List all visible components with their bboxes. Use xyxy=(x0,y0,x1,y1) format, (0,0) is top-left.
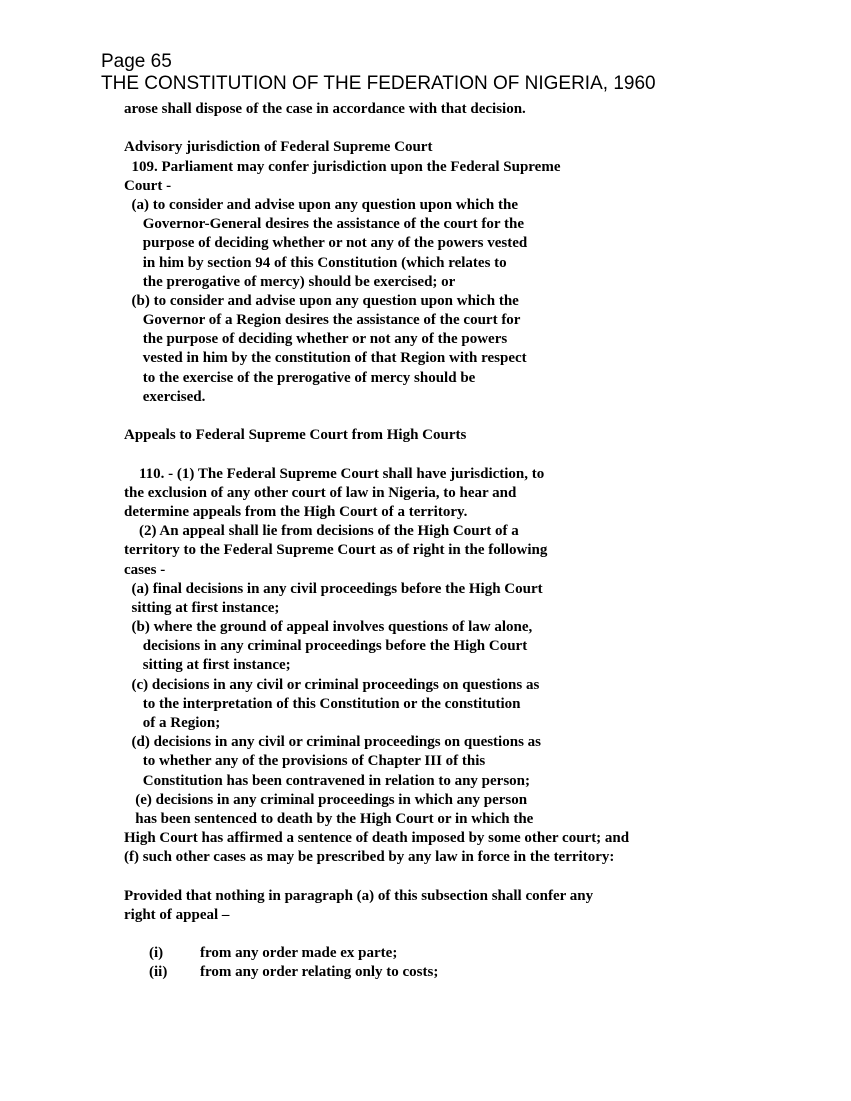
text-line: (a) to consider and advise upon any question upon which the xyxy=(124,196,518,213)
text-line: (e) decisions in any criminal proceedings in which any person xyxy=(124,791,528,808)
text-line: (c) decisions in any civil or criminal proceedings on questions as xyxy=(124,676,540,693)
text-line: sitting at first instance; xyxy=(124,657,291,674)
text-line: right of appeal – xyxy=(124,906,230,923)
text-line: (d) decisions in any civil or criminal proceedings on questions as xyxy=(124,734,541,751)
text-line: (f) such other cases as may be prescribed by any law in force in the territory: xyxy=(124,849,615,866)
text-line: (b) to consider and advise upon any question upon which the xyxy=(124,292,519,309)
proviso-item-number: (i) xyxy=(149,945,164,962)
text-line: exercised. xyxy=(124,388,206,405)
text-line: to the exercise of the prerogative of mercy should be xyxy=(124,369,476,386)
text-line: Court - xyxy=(124,177,172,194)
blank-line xyxy=(124,925,824,944)
text-line: decisions in any criminal proceedings before the High Court xyxy=(124,638,528,655)
blank-line xyxy=(124,445,824,464)
text-line: arose shall dispose of the case in accordance with that decision. xyxy=(124,101,526,117)
text-line: 109. Parliament may confer jurisdiction upon the Federal Supreme xyxy=(124,158,561,175)
text-line: Constitution has been contravened in relation to any person; xyxy=(124,772,530,789)
text-line: the purpose of deciding whether or not any of the powers xyxy=(124,331,508,348)
text-line: has been sentenced to death by the High Court or in which the xyxy=(124,810,534,827)
text-line: Appeals to Federal Supreme Court from High Courts xyxy=(124,427,467,444)
text-line: (b) where the ground of appeal involves questions of law alone, xyxy=(124,619,533,636)
text-line: the exclusion of any other court of law in Nigeria, to hear and xyxy=(124,484,517,501)
text-line: of a Region; xyxy=(124,715,221,731)
document-body xyxy=(124,100,824,983)
text-line: Governor-General desires the assistance of the court for the xyxy=(124,216,525,233)
text-line: to the interpretation of this Constitution or the constitution xyxy=(124,695,521,712)
text-line: purpose of deciding whether or not any of the powers vested xyxy=(124,235,528,252)
text-line: cases - xyxy=(124,561,166,578)
blank-line xyxy=(124,119,824,138)
proviso-item xyxy=(124,944,824,963)
text-line: sitting at first instance; xyxy=(124,599,280,616)
blank-line xyxy=(124,868,824,887)
text-line: to whether any of the provisions of Chapter III of this xyxy=(124,753,486,770)
text-line: Provided that nothing in paragraph (a) of this subsection shall confer any xyxy=(124,887,594,904)
text-line: in him by section 94 of this Constitution (which relates to xyxy=(124,254,507,271)
text-line: territory to the Federal Supreme Court as of right in the following xyxy=(124,542,548,559)
page-number: Page 65 xyxy=(101,51,172,72)
text-line: High Court has affirmed a sentence of death imposed by some other court; and xyxy=(124,830,630,847)
page-header xyxy=(101,51,656,95)
text-line: the prerogative of mercy) should be exercised; or xyxy=(124,273,456,290)
text-line: 110. - (1) The Federal Supreme Court shall have jurisdiction, to xyxy=(124,465,545,482)
text-line: (a) final decisions in any civil proceedings before the High Court xyxy=(124,580,543,597)
proviso-item-number: (ii) xyxy=(149,964,168,981)
text-line: Governor of a Region desires the assistance of the court for xyxy=(124,312,521,329)
proviso-item xyxy=(124,963,824,982)
proviso-item-text: from any order made ex parte; xyxy=(200,945,398,962)
text-line: determine appeals from the High Court of a territory. xyxy=(124,503,468,520)
blank-line xyxy=(124,407,824,426)
proviso-item-text: from any order relating only to costs; xyxy=(200,964,439,981)
text-line: vested in him by the constitution of that Region with respect xyxy=(124,350,527,367)
text-line: Advisory jurisdiction of Federal Supreme Court xyxy=(124,139,433,156)
document-title: THE CONSTITUTION OF THE FEDERATION OF NIGERIA, 1960 xyxy=(101,73,656,94)
text-line: (2) An appeal shall lie from decisions of the High Court of a xyxy=(124,523,519,540)
